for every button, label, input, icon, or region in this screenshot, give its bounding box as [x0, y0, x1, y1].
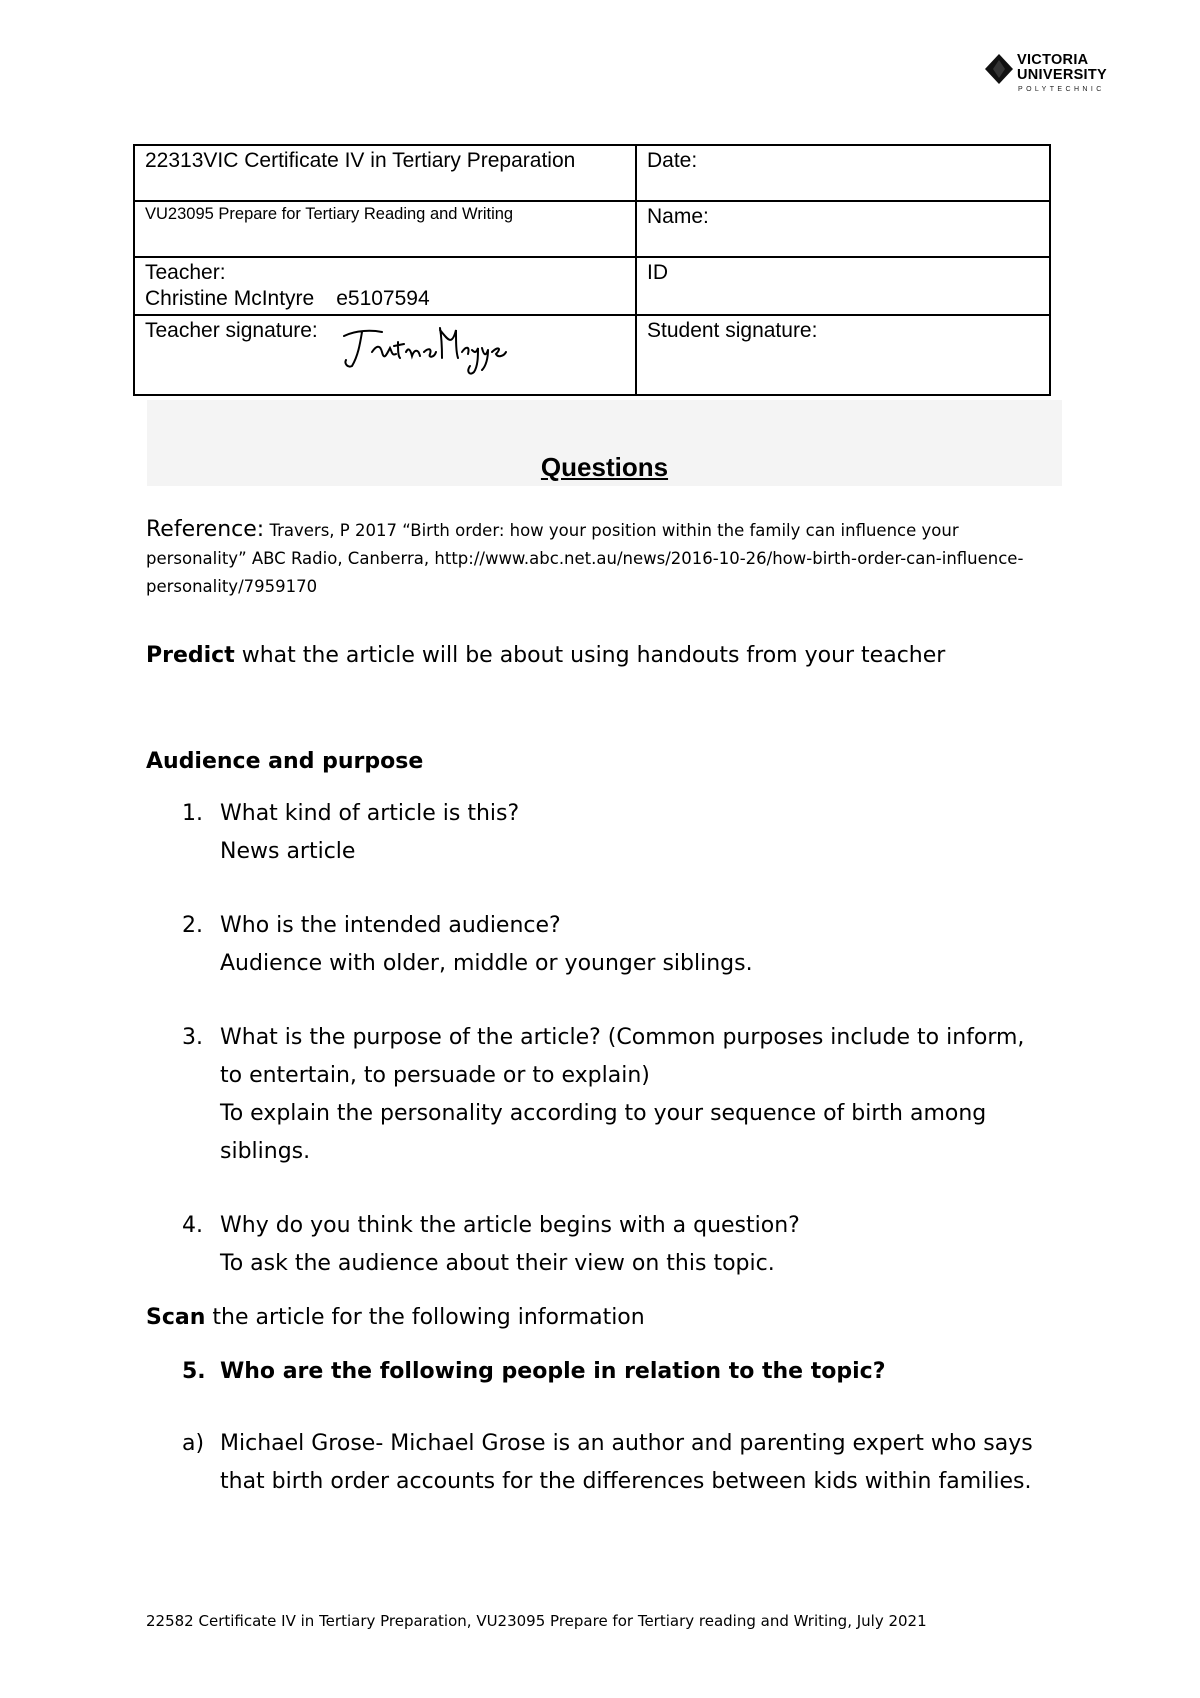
scan-instruction	[146, 1299, 1046, 1337]
id-cell[interactable]	[636, 257, 1050, 315]
teacher-signature	[338, 322, 508, 378]
teacher-signature-cell	[134, 315, 636, 395]
teacher-id: e5107594	[336, 287, 430, 310]
question-number: 5.	[182, 1359, 206, 1384]
course-cell	[134, 145, 636, 201]
sub-question-a	[146, 1425, 1046, 1501]
question-item-5	[146, 1353, 1046, 1391]
teacher-label: Teacher:	[145, 261, 226, 284]
teacher-name: Christine McIntyre	[145, 287, 315, 310]
unit-title: VU23095 Prepare for Tertiary Reading and Writing	[145, 205, 514, 223]
predict-text: what the article will be about using handouts from your teacher	[234, 643, 946, 668]
question-item-1	[146, 795, 1046, 871]
answer-text[interactable]: Michael Grose- Michael Grose is an author and parenting expert who says that birth order accounts for the differences between kids within families.	[220, 1431, 1033, 1494]
id-label: ID	[647, 261, 668, 284]
answer-text[interactable]: To explain the personality according to your sequence of birth among siblings.	[220, 1101, 987, 1164]
question-text: Who are the following people in relation to the topic?	[220, 1359, 886, 1384]
question-number: 2.	[182, 913, 203, 938]
course-title: 22313VIC Certificate IV in Tertiary Preparation	[145, 149, 576, 172]
section-heading: Audience and purpose	[146, 749, 424, 774]
logo-line-2: UNIVERSITY	[1017, 67, 1108, 83]
question-text: Why do you think the article begins with a question?	[220, 1213, 800, 1238]
logo-line-1: VICTORIA	[1017, 52, 1089, 68]
teacher-signature-label: Teacher signature:	[145, 319, 318, 342]
reference	[146, 516, 1046, 601]
answer-text[interactable]: To ask the audience about their view on this topic.	[220, 1251, 775, 1276]
page-footer: 22582 Certificate IV in Tertiary Preparation, VU23095 Prepare for Tertiary reading and Writing, July 2021	[146, 1612, 927, 1630]
reference-label: Reference:	[146, 517, 265, 542]
predict-bold: Predict	[146, 643, 235, 668]
page-title: Questions	[540, 452, 669, 482]
reference-text: Travers, P 2017 “Birth order: how your position within the family can influence your personality” ABC Radio, Canberra, http://www.abc.net.au/news/2016-10-26/how-birth-order-can-influence-personality/7959170	[146, 521, 1024, 596]
question-list	[146, 795, 1046, 1283]
question-number: 3.	[182, 1025, 203, 1050]
name-cell[interactable]	[636, 201, 1050, 257]
header-table	[133, 144, 1051, 396]
question-number: 4.	[182, 1213, 203, 1238]
question-text: Who is the intended audience?	[220, 913, 561, 938]
answer-text[interactable]: Audience with older, middle or younger siblings.	[220, 951, 753, 976]
question-text: What kind of article is this?	[220, 801, 520, 826]
date-label: Date:	[647, 149, 698, 172]
question-item-3	[146, 1019, 1046, 1171]
question-item-2	[146, 907, 1046, 983]
name-label: Name:	[647, 205, 709, 228]
question-number: 1.	[182, 801, 203, 826]
worksheet-body	[146, 516, 1046, 1501]
unit-cell	[134, 201, 636, 257]
student-signature-cell[interactable]	[636, 315, 1050, 395]
university-logo	[985, 52, 1113, 98]
logo-line-3: POLYTECHNIC	[1018, 86, 1105, 93]
predict-instruction	[146, 637, 1046, 675]
scan-bold: Scan	[146, 1305, 206, 1330]
teacher-cell	[134, 257, 636, 315]
answer-text[interactable]: News article	[220, 839, 356, 864]
date-cell[interactable]	[636, 145, 1050, 201]
question-text: What is the purpose of the article? (Common purposes include to inform, to entertain, to persuade or to explain)	[220, 1025, 1025, 1088]
logo-diamond-icon	[985, 54, 1013, 84]
student-signature-label: Student signature:	[647, 319, 818, 342]
scan-text: the article for the following information	[205, 1305, 645, 1330]
sub-question-label: a)	[182, 1431, 205, 1456]
question-item-4	[146, 1207, 1046, 1283]
